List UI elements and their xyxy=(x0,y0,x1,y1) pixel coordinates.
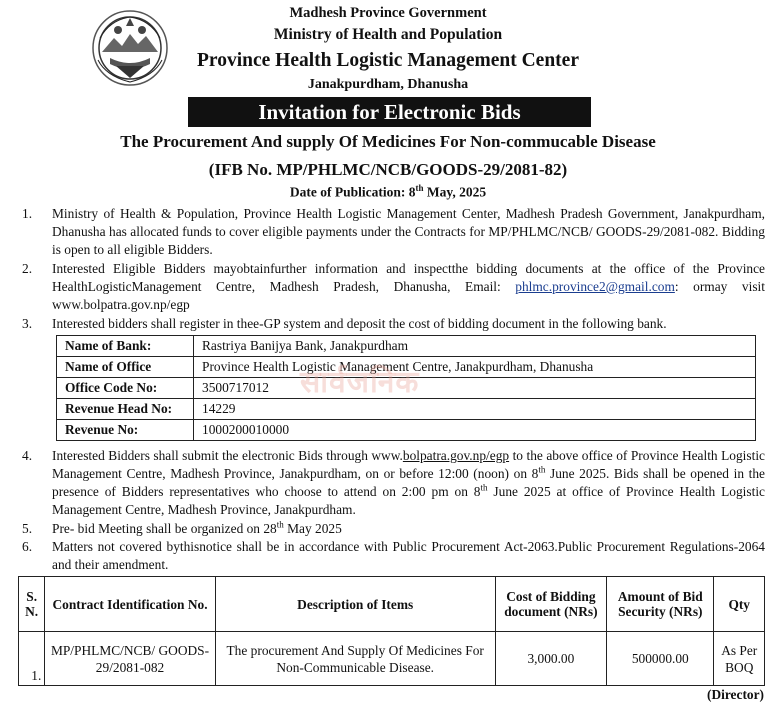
cell-contract: MP/PHLMC/NCB/ GOODS-29/2081-082 xyxy=(45,632,215,686)
clause-number: 3. xyxy=(22,316,33,331)
province-government-title: Madhesh Province Government xyxy=(289,5,487,21)
clause-number: 6. xyxy=(22,539,33,554)
bank-label: Revenue No: xyxy=(57,420,194,441)
clause-text: Ministry of Health & Population, Province Health Logistic Management Center, Madhesh Pradesh Government, Janakpurdham, Dhanusha has allocated funds to cover eligible payments under the Contracts for MP/PHLMC/NCB/ GOODS-29/2081-082. Bidding is open to all eligible Bidders. xyxy=(52,206,765,257)
clause-number: 4. xyxy=(22,448,33,463)
col-header-security: Amount of Bid Security (NRs) xyxy=(607,577,714,632)
clause-text: Interested bidders shall register in thee-GP system and deposit the cost of bidding document in the following bank. xyxy=(52,316,667,331)
ministry-title: Ministry of Health and Population xyxy=(273,26,503,43)
table-row xyxy=(57,399,756,420)
bolpatra-link[interactable]: bolpatra.gov.np/egp xyxy=(402,448,510,463)
col-header-contract: Contract Identification No. xyxy=(45,577,215,632)
publication-date: Date of Publication: 8th May, 2025 xyxy=(289,183,487,200)
table-row xyxy=(19,632,765,686)
signature-director: (Director) xyxy=(707,687,764,702)
table-header-row xyxy=(19,577,765,632)
center-title: Province Health Logistic Management Center xyxy=(197,50,579,71)
clause-number: 1. xyxy=(22,206,33,221)
clause-number: 2. xyxy=(22,261,33,276)
bank-label: Revenue Head No: xyxy=(57,399,194,420)
bank-label: Name of Office xyxy=(57,357,194,378)
cell-cost: 3,000.00 xyxy=(495,632,607,686)
items-table xyxy=(18,576,765,686)
clause-text: Interested Eligible Bidders mayobtainfurther information and inspectthe bidding documents at the office of the Province HealthLogisticManagement Centre, Madhesh Pradesh, Dhanusha, Email: phlmc.province2@gmail.com: ormay visit www.bolpatra.gov.np/egp xyxy=(52,261,765,312)
procurement-subtitle: The Procurement And supply Of Medicines For Non-commucable Disease xyxy=(120,132,656,151)
watermark: सार्वजनिक xyxy=(300,365,420,400)
clause-3 xyxy=(22,315,765,333)
bank-value: 14229 xyxy=(194,399,756,420)
clause-text: Pre- bid Meeting shall be organized on 28th May 2025 xyxy=(52,519,342,536)
notice-banner: Invitation for Electronic Bids xyxy=(188,97,591,127)
clause-1 xyxy=(22,205,765,259)
cell-security: 500000.00 xyxy=(607,632,714,686)
cell-qty: As Per BOQ xyxy=(714,632,765,686)
clause-2 xyxy=(22,260,765,314)
bank-value: Rastriya Banijya Bank, Janakpurdham xyxy=(194,336,756,357)
bank-label: Name of Bank: xyxy=(57,336,194,357)
cell-sn: 1. xyxy=(19,632,45,686)
table-row xyxy=(57,336,756,357)
bank-label: Office Code No: xyxy=(57,378,194,399)
center-location: Janakpurdham, Dhanusha xyxy=(307,77,469,92)
clause-text: Matters not covered bythisnotice shall be in accordance with Public Procurement Act-2063.Public Procurement Regulations-2064 and their amendment. xyxy=(52,539,765,572)
clause-number: 5. xyxy=(22,521,33,536)
clause-text: Interested Bidders shall submit the electronic Bids through www.bolpatra.gov.np/egp to the above office of Province Health Logistic Management Centre, Madhesh Province, Janakpurdham, on or before 12:00 (noon) on 8th June 2025. Bids shall be opened in the presence of Bidders representatives who choose to attend on 2:00 pm on 8th June 2025 at office of Province Health Logistic Management Centre, Madhesh Province, Janakpurdham. xyxy=(52,448,765,517)
bank-value: 1000200010000 xyxy=(194,420,756,441)
clause-5 xyxy=(22,520,765,538)
col-header-description: Description of Items xyxy=(215,577,495,632)
clause-4 xyxy=(22,447,765,519)
col-header-sn: S. N. xyxy=(19,577,45,632)
clause-6 xyxy=(22,538,765,574)
bank-value: 3500717012 xyxy=(194,378,756,399)
email-link[interactable]: phlmc.province2@gmail.com xyxy=(515,279,675,294)
cell-description: The procurement And Supply Of Medicines For Non-Communicable Disease. xyxy=(215,632,495,686)
bank-value: Province Health Logistic Management Centre, Janakpurdham, Dhanusha xyxy=(194,357,756,378)
table-row xyxy=(57,420,756,441)
col-header-cost: Cost of Bidding document (NRs) xyxy=(495,577,607,632)
col-header-qty: Qty xyxy=(714,577,765,632)
ifb-number: (IFB No. MP/PHLMC/NCB/GOODS-29/2081-82) xyxy=(208,160,568,179)
